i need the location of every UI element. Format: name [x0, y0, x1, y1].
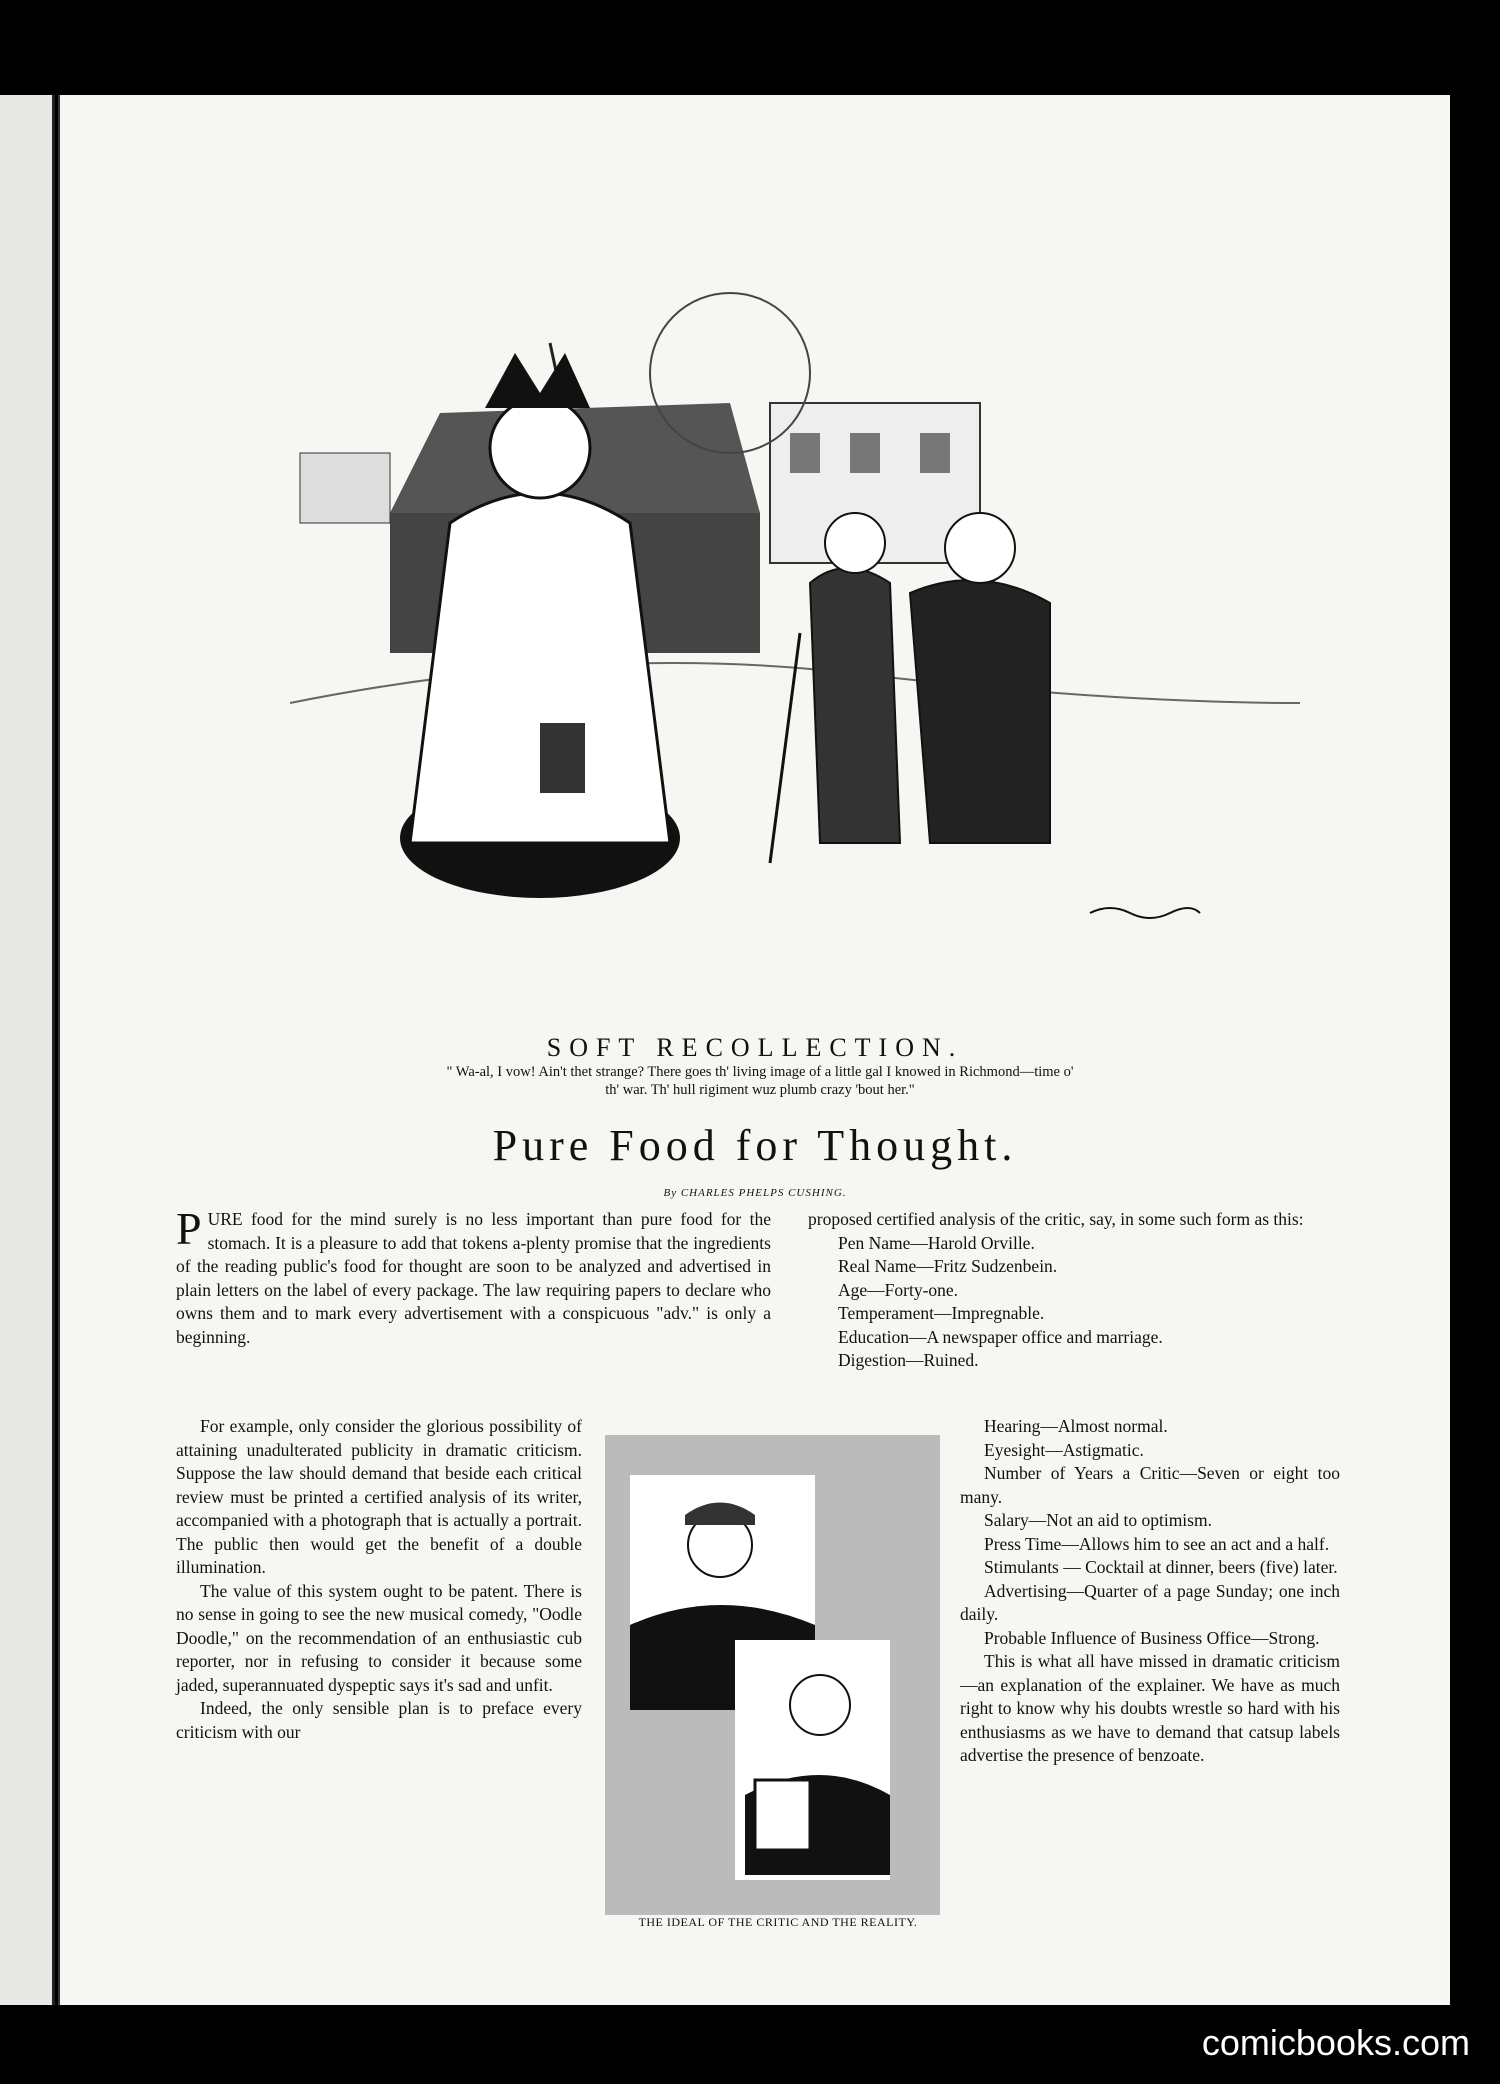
list-item: Digestion—Ruined. — [838, 1350, 979, 1370]
illustration-caption — [360, 1063, 1160, 1099]
list-item: Eyesight—Astigmatic. — [984, 1439, 1144, 1460]
list-item: Salary—Not an aid to optimism. — [984, 1510, 1212, 1530]
intro-text: URE food for the mind surely is no less important than pure food for the stomach. It is a pleasure to add that tokens a-plenty promise that the ingredients of the reading public's food for thought are soon to be analyzed and advertised in plain letters on the label of every package. The law requiring papers to declare who owns them and to mark every advertisement with a conspicuous "adv." is only a beginning. — [176, 1209, 771, 1347]
caption-line-1: " Wa-al, I vow! Ain't thet strange? There goes th' living image of a little gal I knowed in Richmond—time o' — [446, 1064, 1074, 1080]
article-headline: Pure Food for Thought. — [492, 1121, 1018, 1170]
magazine-page — [58, 95, 1450, 2005]
drop-cap: P — [176, 1203, 202, 1254]
paragraph-4: Indeed, the only sensible plan is to preface every criticism with our — [176, 1698, 582, 1742]
column-right-top — [808, 1208, 1348, 1373]
closing-paragraph: This is what all have missed in dramatic criticism—an explanation of the explainer. We have as much right to know why his doubts wrestle so hard with his enthusiasms as we have to demand that catsup labels advertise the presence of benzoate. — [960, 1651, 1340, 1765]
list-item: Press Time—Allows him to see an act and a half. — [984, 1533, 1330, 1554]
column-right-bottom — [960, 1415, 1340, 1768]
article-byline: By CHARLES PHELPS CUSHING. — [663, 1187, 847, 1199]
paragraph-2: For example, only consider the glorious possibility of attaining unadulterated publicity in dramatic criticism. Suppose the law should demand that beside each critical review must be printed a certified analysis of its writer, accompanied with a photograph that is actually a portrait. The public then would get the benefit of a double illumination. — [176, 1416, 582, 1577]
binding-spine — [0, 95, 55, 2005]
list-item: Advertising—Quarter of a page Sunday; one inch daily. — [960, 1580, 1340, 1624]
list-item: Probable Influence of Business Office—Strong. — [984, 1627, 1320, 1648]
caption-line-2: th' war. Th' hull rigiment wuz plumb crazy 'bout her." — [605, 1082, 915, 1098]
list-item: Temperament—Impregnable. — [838, 1303, 1045, 1323]
list-item: Stimulants — Cocktail at dinner, beers (five) later. — [984, 1557, 1338, 1577]
list-item: Number of Years a Critic—Seven or eight too many. — [960, 1463, 1340, 1507]
column-left-top — [176, 1203, 771, 1349]
col2-intro: proposed certified analysis of the critic, say, in some such form as this: — [808, 1209, 1304, 1229]
soft-recollection-illustration — [290, 283, 1300, 1033]
critic-figure — [605, 1435, 940, 1915]
paragraph-3: The value of this system ought to be patent. There is no sense in going to see the new musical comedy, "Oodle Doodle," on the recommendation of an enthusiastic cub reporter, nor in refusing to consider it because some jaded, superannuated dyspeptic says it's sad and unfit. — [176, 1580, 582, 1695]
list-item: Pen Name—Harold Orville. — [838, 1232, 1035, 1253]
site-watermark: comicbooks.com — [1201, 2022, 1470, 2063]
illustration-title: SOFT RECOLLECTION. — [546, 1033, 964, 1062]
list-item: Hearing—Almost normal. — [984, 1416, 1168, 1436]
list-item: Age—Forty-one. — [838, 1279, 959, 1300]
column-left-bottom — [176, 1415, 582, 1744]
figure-caption: THE IDEAL OF THE CRITIC AND THE REALITY. — [638, 1915, 918, 1929]
list-item: Real Name—Fritz Sudzenbein. — [838, 1256, 1058, 1276]
list-item: Education—A newspaper office and marriage. — [838, 1326, 1163, 1347]
intro-paragraph — [176, 1203, 771, 1349]
